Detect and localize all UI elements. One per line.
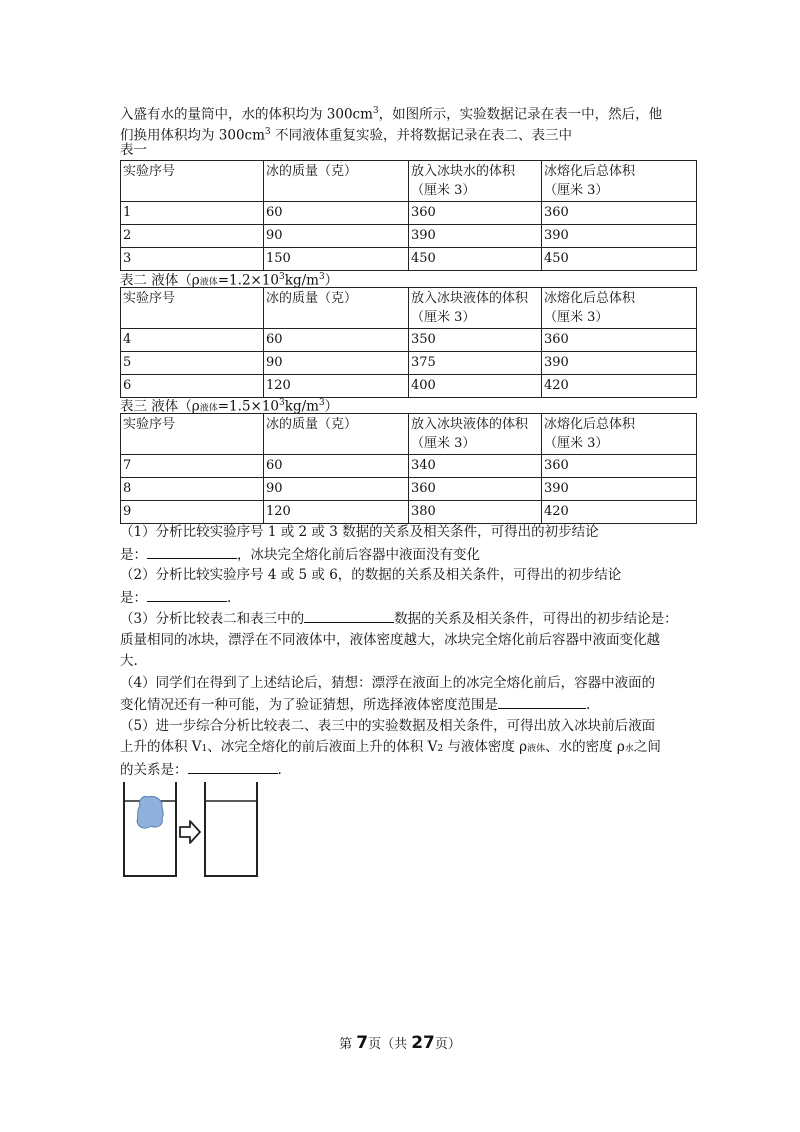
table-cell: 8 — [121, 478, 264, 501]
question-text: （3）分析比较表二和表三中的 — [120, 611, 305, 627]
table-cell: 380 — [409, 501, 542, 524]
table-row — [121, 455, 697, 478]
table-header-cell — [542, 161, 697, 202]
table-cell: 375 — [409, 352, 542, 375]
caption-text: ） — [324, 272, 339, 289]
caption-text: =1.5×10 — [217, 398, 280, 415]
question-text: . — [277, 762, 282, 778]
question-text: 变化情况还有一种可能，为了验证猜想，所选择液体密度范围是 — [120, 697, 498, 713]
question-5-line-2 — [120, 737, 661, 759]
answer-blank-2[interactable] — [147, 587, 227, 602]
intro-text: 入盛有水的量筒中，水的体积均为 300cm — [120, 106, 373, 123]
beaker-with-ice — [124, 782, 176, 876]
table-cell: 360 — [542, 329, 697, 352]
table-cell: 1 — [121, 202, 264, 225]
question-3-line-3: 大. — [120, 653, 138, 669]
table-cell: 3 — [121, 248, 264, 271]
superscript: 3 — [318, 398, 325, 408]
table2 — [120, 287, 697, 398]
question-text: 之间 — [633, 739, 661, 755]
table-cell: 90 — [264, 352, 409, 375]
table-cell: 450 — [409, 248, 542, 271]
question-5-line-1: （5）进一步综合分析比较表二、表三中的实验数据及相关条件，可得出放入冰块前后液面 — [120, 718, 656, 734]
answer-blank-5[interactable] — [188, 759, 278, 774]
subscript: 水 — [624, 744, 634, 754]
table-cell: 90 — [264, 225, 409, 248]
header-text: 冰熔化后总体积 — [544, 291, 636, 306]
table-cell: 120 — [264, 501, 409, 524]
table-row — [121, 329, 697, 352]
caption-text: 表二 液体（ρ — [120, 272, 200, 289]
question-text: 的关系是： — [120, 762, 188, 778]
table-cell: 360 — [409, 202, 542, 225]
table-cell: 360 — [542, 202, 697, 225]
table-cell: 4 — [121, 329, 264, 352]
intro-text: ，如图所示，实验数据记录在表一中，然后，他 — [378, 106, 663, 123]
table-header-cell — [542, 288, 697, 329]
caption-text: =1.2×10 — [217, 272, 280, 289]
table-cell: 60 — [264, 455, 409, 478]
superscript: 3 — [279, 398, 285, 408]
table-cell: 90 — [264, 478, 409, 501]
header-unit: （厘米 3） — [411, 436, 476, 451]
table-header-cell — [542, 414, 697, 455]
question-2-line-1: （2）分析比较实验序号 4 或 5 或 6，的数据的关系及相关条件，可得出的初步结论 — [120, 567, 622, 583]
subscript: 2 — [437, 744, 444, 754]
header-text: 放入冰块液体的体积 — [411, 291, 529, 306]
page-total: 27 — [411, 1033, 435, 1053]
table-row — [121, 352, 697, 375]
question-text: 是： — [120, 547, 147, 563]
superscript: 3 — [264, 127, 271, 137]
table-header-row — [121, 288, 697, 329]
table-cell: 360 — [542, 455, 697, 478]
subscript: 液体 — [527, 744, 546, 754]
table-header-cell — [409, 288, 542, 329]
header-text: 冰熔化后总体积 — [544, 164, 636, 179]
question-text: 数据的关系及相关条件，可得出的初步结论是： — [394, 611, 678, 627]
table-cell: 120 — [264, 375, 409, 398]
header-text: 放入冰块液体的体积 — [411, 417, 529, 432]
answer-blank-1[interactable] — [147, 544, 237, 559]
header-unit: （厘米 3） — [544, 310, 609, 325]
page-footer — [0, 1033, 800, 1053]
table-cell: 5 — [121, 352, 264, 375]
question-2-line-2 — [120, 587, 231, 608]
table-cell: 6 — [121, 375, 264, 398]
intro-line-2 — [120, 122, 572, 146]
header-text: 冰熔化后总体积 — [544, 417, 636, 432]
caption-text: kg/m — [284, 272, 319, 289]
intro-text: 们换用体积均为 300cm — [120, 127, 265, 144]
table-cell: 420 — [542, 501, 697, 524]
caption-text: kg/m — [284, 398, 319, 415]
page-number: 7 — [356, 1033, 369, 1053]
table-row — [121, 501, 697, 524]
caption-text: ） — [324, 398, 339, 415]
header-unit: （厘米 3） — [544, 436, 609, 451]
superscript: 3 — [318, 272, 325, 282]
table-cell: 7 — [121, 455, 264, 478]
table-cell: 2 — [121, 225, 264, 248]
table-row — [121, 225, 697, 248]
question-1-line-2 — [120, 544, 480, 565]
footer-text: 第 — [339, 1037, 357, 1052]
table-cell: 340 — [409, 455, 542, 478]
question-text: . — [227, 590, 232, 606]
table-header-cell: 冰的质量（克） — [264, 161, 409, 202]
intro-text: 不同液体重复实验，并将数据记录在表二、表三中 — [270, 127, 572, 144]
table1-caption: 表一 — [120, 142, 147, 158]
table-cell: 450 — [542, 248, 697, 271]
beaker-figure — [118, 776, 278, 886]
table-cell: 390 — [409, 225, 542, 248]
table-header-row — [121, 161, 697, 202]
table-cell: 420 — [542, 375, 697, 398]
table-header-cell: 实验序号 — [121, 161, 264, 202]
caption-text: 表三 液体（ρ — [120, 398, 200, 415]
header-unit: （厘米 3） — [544, 183, 609, 198]
subscript: 液体 — [199, 277, 218, 288]
beaker-after-melting — [205, 782, 257, 876]
table1 — [120, 160, 697, 271]
answer-blank-3[interactable] — [304, 608, 394, 623]
intro-line-1 — [120, 101, 662, 125]
footer-text: 页（共 — [368, 1037, 412, 1052]
question-1-line-1: （1）分析比较实验序号 1 或 2 或 3 数据的关系及相关条件，可得出的初步结论 — [120, 524, 599, 540]
table-header-cell: 冰的质量（克） — [264, 288, 409, 329]
subscript: 液体 — [199, 403, 218, 414]
question-text: 与液体密度 ρ — [443, 739, 528, 755]
table-row — [121, 202, 697, 225]
question-text: 、水的密度 ρ — [545, 739, 625, 755]
table-header-cell: 冰的质量（克） — [264, 414, 409, 455]
table-cell: 400 — [409, 375, 542, 398]
footer-text: 页） — [434, 1037, 461, 1052]
superscript: 3 — [279, 272, 285, 282]
arrow-icon — [180, 821, 200, 843]
question-4-line-1: （4）同学们在得到了上述结论后，猜想：漂浮在液面上的冰完全熔化前后，容器中液面的 — [120, 675, 656, 691]
question-3-line-2: 质量相同的冰块，漂浮在不同液体中，液体密度越大，冰块完全熔化前后容器中液面变化越 — [120, 632, 660, 648]
table-cell: 390 — [542, 478, 697, 501]
table-cell: 360 — [409, 478, 542, 501]
table-cell: 60 — [264, 202, 409, 225]
table3 — [120, 413, 697, 524]
superscript: 3 — [372, 106, 379, 116]
table-header-cell — [409, 161, 542, 202]
header-text: 放入冰块水的体积 — [411, 164, 516, 179]
ice-block — [137, 796, 163, 828]
table-header-cell: 实验序号 — [121, 414, 264, 455]
table-row — [121, 478, 697, 501]
table-header-row — [121, 414, 697, 455]
table-header-cell — [409, 414, 542, 455]
question-text: 是： — [120, 590, 147, 606]
question-text: 上升的体积 V — [120, 739, 202, 755]
question-text: . — [586, 697, 591, 713]
header-unit: （厘米 3） — [411, 310, 476, 325]
question-4-line-2 — [120, 694, 590, 715]
answer-blank-4[interactable] — [498, 694, 586, 709]
header-unit: （厘米 3） — [411, 183, 476, 198]
question-3-line-1 — [120, 608, 678, 629]
table-cell: 390 — [542, 225, 697, 248]
table-header-cell: 实验序号 — [121, 288, 264, 329]
table-cell: 350 — [409, 329, 542, 352]
question-text: 、冰完全熔化的前后液面上升的体积 V — [207, 739, 438, 755]
table-cell: 150 — [264, 248, 409, 271]
question-text: ，冰块完全熔化前后容器中液面没有变化 — [237, 547, 480, 563]
table-cell: 60 — [264, 329, 409, 352]
subscript: 1 — [201, 744, 208, 754]
table-cell: 9 — [121, 501, 264, 524]
table-cell: 390 — [542, 352, 697, 375]
